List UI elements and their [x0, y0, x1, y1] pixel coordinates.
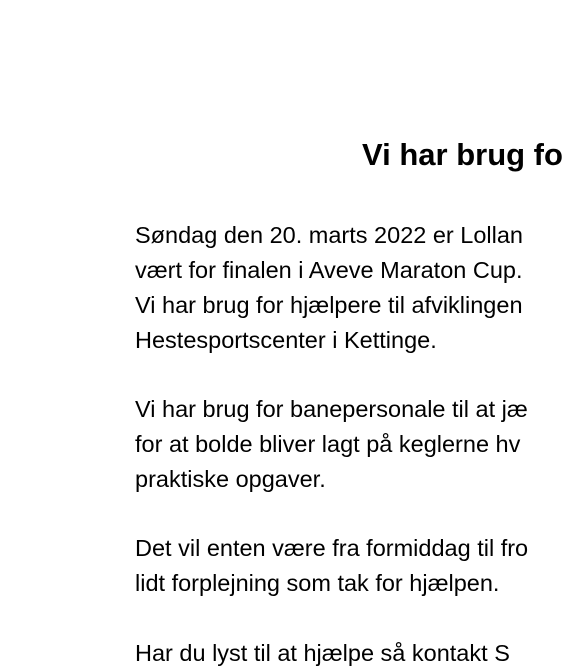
paragraph-line: Har du lyst til at hjælpe så kontakt S [135, 640, 510, 666]
paragraph-line: Hestesportscenter i Kettinge. [135, 327, 437, 353]
paragraph-line: Det vil enten være fra formiddag til fro [135, 535, 529, 561]
paragraph-line: Søndag den 20. marts 2022 er Lollan [135, 222, 524, 248]
paragraph-line: lidt forplejning som tak for hjælpen. [135, 570, 500, 596]
paragraph-contact [135, 636, 510, 671]
paragraph-line: Vi har brug for hjælpere til afviklingen [135, 292, 523, 318]
paragraph-line: for at bolde bliver lagt på keglerne hv [135, 431, 521, 457]
document-title: Vi har brug fo [362, 137, 563, 172]
paragraph-schedule [135, 531, 528, 601]
paragraph-staff-needs [135, 392, 528, 497]
paragraph-line: Vi har brug for banepersonale til at jæ [135, 396, 528, 422]
paragraph-line: vært for finalen i Aveve Maraton Cup. [135, 257, 523, 283]
paragraph-line: praktiske opgaver. [135, 466, 326, 492]
paragraph-event-intro [135, 218, 523, 358]
